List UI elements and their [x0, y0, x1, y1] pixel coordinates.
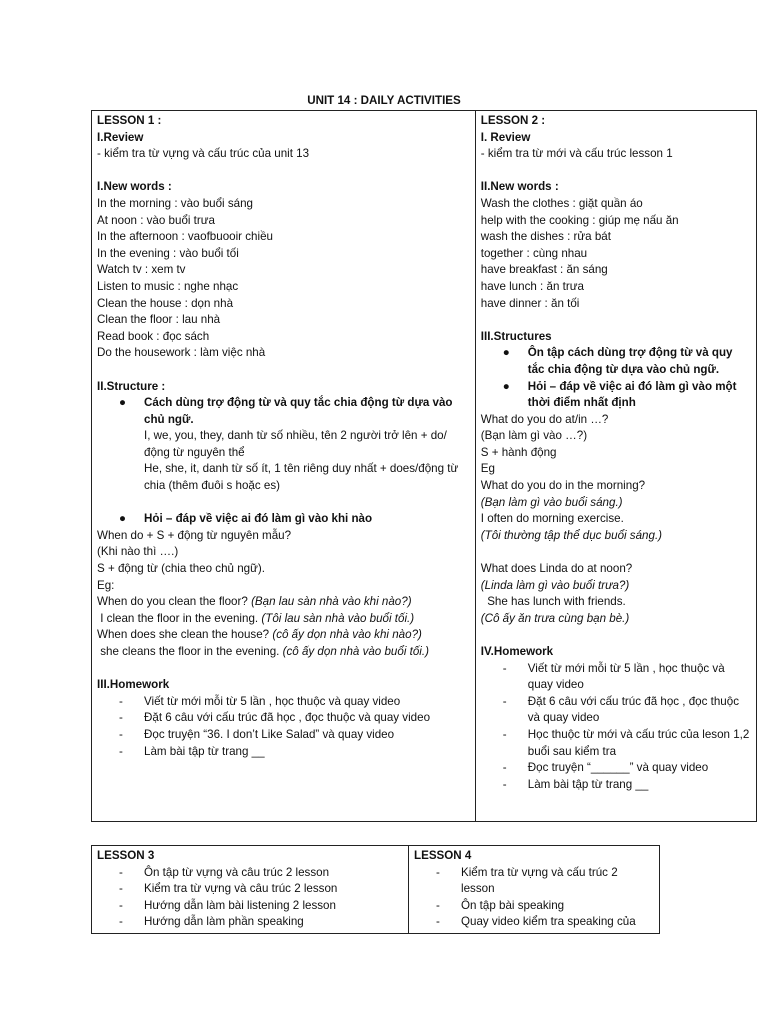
dash-marker: - — [119, 711, 123, 725]
homework-text: Viết từ mới mỗi từ 5 lần , học thuộc và quay video — [527, 661, 725, 692]
example-vi: (Bạn làm gì vào buổi sáng.) — [480, 495, 623, 509]
lesson-2-homework-heading: IV.Homework — [480, 645, 554, 658]
homework-text: Làm bài tập từ trang __ — [144, 744, 265, 758]
lesson-2-heading: LESSON 2 : — [480, 114, 546, 127]
lesson-1-review-heading: I.Review — [97, 130, 144, 144]
example-en: She has lunch with friends. — [480, 595, 626, 609]
word-item: In the evening : vào buổi tối — [97, 246, 239, 260]
homework-text: Đọc truyện “36. I don’t Like Salad” và quay video — [144, 727, 395, 741]
bullet-text: Hỏi – đáp về việc ai đó làm gì vào một thời điểm nhất định — [527, 379, 737, 410]
dash-marker: - — [119, 727, 123, 741]
lesson-item-text: Quay video kiểm tra speaking của — [461, 915, 636, 929]
example-line — [97, 644, 470, 661]
homework-text: Đặt 6 câu với cấu trúc đã học , đọc thuộc và quay video — [144, 711, 431, 725]
dash-marker: - — [436, 915, 440, 929]
dash-marker: - — [119, 898, 123, 912]
example-line — [97, 627, 470, 644]
bullet-text: Cách dùng trợ động từ và quy tắc chia động từ dựa vào chủ ngữ. — [144, 396, 453, 426]
word-item: help with the cooking : giúp mẹ nấu ăn — [480, 213, 679, 227]
dash-marker: - — [119, 915, 123, 929]
lesson-item — [414, 865, 654, 898]
lesson-1-new-words-heading: I.New words : — [97, 180, 172, 194]
bullet-item — [97, 511, 470, 528]
homework-item — [97, 694, 470, 711]
lesson-2-structures-heading: III.Structures — [480, 329, 552, 343]
bullet-text: Hỏi – đáp về việc ai đó làm gì vào khi nào — [144, 512, 373, 526]
dash-marker: - — [502, 727, 507, 741]
structure-line: Eg: — [97, 578, 115, 592]
homework-text: Viết từ mới mỗi từ 5 lần , học thuộc và quay video — [144, 694, 401, 708]
homework-item — [481, 777, 751, 794]
structure-line: (Khi nào thì ….) — [97, 545, 179, 559]
lesson-item-text: Hướng dẫn làm phần speaking — [144, 915, 304, 929]
word-item: At noon : vào buổi trưa — [97, 213, 215, 227]
word-item: have dinner : ăn tối — [480, 296, 580, 310]
bullet-marker: ● — [119, 396, 127, 410]
bullet-item — [481, 345, 751, 378]
lesson-2-cell — [475, 111, 756, 822]
example-line — [97, 611, 470, 628]
structure-rule: He, she, it, danh từ số ít, 1 tên riêng duy nhất + does/động từ chia (thêm đuôi s hoặc es) — [144, 462, 459, 493]
bullet-marker: ● — [502, 346, 510, 360]
lesson-item-text: Hướng dẫn làm bài listening 2 lesson — [144, 898, 336, 912]
word-item: In the afternoon : vaofbuooir chiều — [97, 230, 273, 244]
dash-marker: - — [119, 694, 123, 708]
dash-marker: - — [502, 777, 507, 791]
lessons-3-4-table — [91, 845, 660, 934]
lesson-item — [414, 914, 654, 931]
homework-item — [481, 727, 751, 760]
homework-text: Học thuộc từ mới và cấu trúc của leson 1,2 buổi sau kiểm tra — [527, 727, 750, 758]
bullet-marker: ● — [119, 512, 127, 526]
lesson-item — [97, 914, 403, 931]
dash-marker: - — [436, 865, 440, 879]
example-vi: (Linda làm gì vào buổi trưa?) — [480, 578, 630, 592]
lesson-item — [97, 898, 403, 915]
dash-marker: - — [502, 661, 507, 675]
word-item: Clean the house : dọn nhà — [97, 296, 234, 310]
structure-line: Eg — [480, 462, 495, 476]
lessons-1-2-table — [91, 110, 757, 822]
dash-marker: - — [436, 898, 440, 912]
word-item: Listen to music : nghe nhạc — [97, 279, 239, 293]
lesson-item — [414, 898, 654, 915]
word-item: have breakfast : ăn sáng — [480, 263, 608, 277]
structure-line: What do you do at/in …? — [480, 412, 609, 426]
dash-marker: - — [119, 865, 123, 879]
structure-line: When do + S + động từ nguyên mẫu? — [97, 528, 292, 542]
lesson-1-review-text: - kiểm tra từ vựng và cấu trúc của unit 13 — [97, 147, 310, 161]
lesson-1-homework-heading: III.Homework — [97, 678, 170, 692]
example-en: When does she clean the house? — [97, 628, 270, 642]
bullet-text: Ôn tập cách dùng trợ động từ và quy tắc chia động từ dựa vào chủ ngữ. — [527, 346, 733, 376]
bullet-item — [97, 395, 470, 428]
example-en: What does Linda do at noon? — [480, 562, 633, 576]
structure-rule: I, we, you, they, danh từ số nhiều, tên 2 người trở lên + do/động từ nguyên thể — [144, 429, 447, 459]
word-item: wash the dishes : rửa bát — [480, 230, 611, 244]
bullet-marker: ● — [502, 379, 510, 393]
lesson-item-text: Kiểm tra từ vựng và cấu trúc 2 lesson — [461, 865, 618, 896]
example-en: I clean the floor in the evening. — [97, 611, 259, 625]
lesson-1-structure-heading: II.Structure : — [97, 379, 166, 393]
homework-item — [97, 744, 470, 761]
example-vi: (cô ấy dọn nhà vào khi nào?) — [272, 628, 422, 642]
example-vi: (Cô ấy ăn trưa cùng bạn bè.) — [480, 611, 630, 625]
dash-marker: - — [502, 694, 507, 708]
document-title: UNIT 14 : DAILY ACTIVITIES — [307, 94, 461, 107]
word-item: Read book : đọc sách — [97, 329, 210, 343]
homework-text: Đọc truyện “______” và quay video — [527, 761, 709, 775]
homework-text: Làm bài tập từ trang __ — [527, 777, 649, 791]
word-item: Wash the clothes : giặt quần áo — [480, 196, 643, 210]
dash-marker: - — [502, 761, 507, 775]
lesson-item — [97, 865, 403, 882]
structure-line: (Bạn làm gì vào …?) — [480, 429, 588, 443]
lesson-2-new-words-heading: II.New words : — [480, 180, 559, 194]
bullet-item — [481, 379, 751, 412]
homework-item — [481, 694, 751, 727]
example-en: I often do morning exercise. — [480, 512, 624, 526]
lesson-3-heading: LESSON 3 — [97, 849, 155, 862]
word-item: Do the housework : làm việc nhà — [97, 346, 266, 360]
lesson-item-text: Ôn tập bài speaking — [461, 898, 565, 912]
word-item: In the morning : vào buổi sáng — [97, 196, 253, 210]
lesson-4-cell — [409, 846, 660, 934]
example-vi: (Tôi thường tập thể dục buổi sáng.) — [480, 528, 663, 542]
homework-item — [97, 727, 470, 744]
lesson-4-heading: LESSON 4 — [414, 849, 472, 862]
example-line — [97, 594, 470, 611]
structure-line: S + động từ (chia theo chủ ngữ). — [97, 562, 265, 576]
structure-line: What do you do in the morning? — [480, 479, 646, 493]
lesson-2-review-heading: I. Review — [480, 130, 531, 144]
example-vi: (cô ấy dọn nhà vào buổi tối.) — [282, 645, 429, 658]
lesson-item-text: Kiểm tra từ vựng và câu trúc 2 lesson — [144, 882, 338, 896]
dash-marker: - — [119, 744, 123, 758]
example-en: she cleans the floor in the evening. — [97, 645, 280, 658]
example-vi: (Tôi lau sàn nhà vào buổi tối.) — [261, 611, 415, 625]
homework-item — [97, 710, 470, 727]
lesson-1-heading: LESSON 1 : — [97, 114, 162, 127]
dash-marker: - — [119, 882, 123, 896]
lesson-1-cell — [92, 111, 476, 822]
word-item: have lunch : ăn trưa — [480, 279, 584, 293]
example-vi: (Bạn lau sàn nhà vào khi nào?) — [251, 595, 412, 609]
word-item: Watch tv : xem tv — [97, 263, 186, 277]
lesson-item — [97, 881, 403, 898]
lesson-2-review-text: - kiểm tra từ mới và cấu trúc lesson 1 — [480, 147, 673, 161]
homework-item — [481, 661, 751, 694]
word-item: Clean the floor : lau nhà — [97, 313, 221, 327]
word-item: together : cùng nhau — [480, 246, 588, 260]
lesson-item-text: Ôn tập từ vựng và câu trúc 2 lesson — [144, 865, 330, 879]
homework-item — [481, 760, 751, 777]
structure-line: S + hành động — [480, 445, 557, 459]
homework-text: Đặt 6 câu với cấu trúc đã học , đọc thuộc và quay video — [527, 694, 740, 725]
lesson-3-cell — [92, 846, 409, 934]
example-en: When do you clean the floor? — [97, 595, 248, 609]
